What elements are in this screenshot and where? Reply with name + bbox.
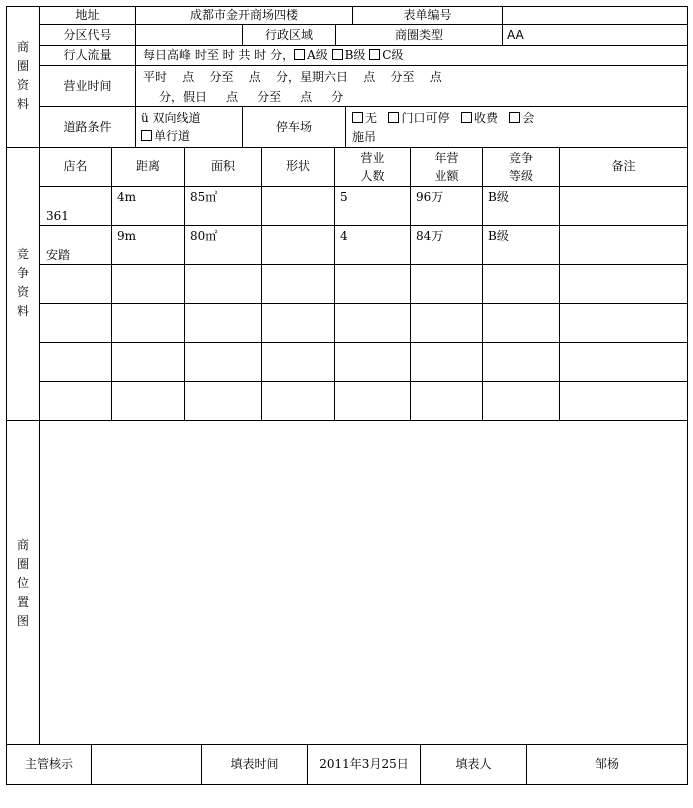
checkbox-parking-paid[interactable] [461, 112, 472, 123]
row1-level: B级 [488, 190, 509, 204]
checkbox-c-level[interactable] [369, 49, 380, 60]
header-staff-1: 营业 [360, 151, 385, 165]
section-label-location-map: 商圈位置图 [16, 538, 29, 628]
header-shape: 形状 [285, 159, 310, 173]
checkbox-a-level[interactable] [294, 49, 305, 60]
col-line [111, 147, 112, 420]
row-line [40, 342, 688, 343]
header-staff-2: 人数 [360, 169, 385, 183]
fill-time-value[interactable]: 2011年3月25日 [319, 757, 409, 771]
col-line [334, 147, 335, 420]
row-line [40, 65, 688, 66]
row-line [40, 106, 688, 107]
pedestrian-traffic-label: 行人流量 [63, 48, 112, 62]
row2-distance: 9m [117, 229, 137, 243]
row2-revenue: 84万 [416, 229, 444, 243]
business-hours-line-1: 平时 点 分至 点 分，星期六日 点 分至 点 [143, 70, 442, 84]
traffic-text: 每日高峰 时至 时 共 时 分， [143, 48, 295, 62]
header-level-2: 等级 [508, 169, 533, 183]
business-hours-line-2: 分，假日 点 分至 点 分 [159, 90, 344, 104]
row-line [40, 24, 688, 25]
parking-label: 停车场 [275, 120, 312, 134]
table-border-top [6, 6, 688, 7]
col-line [261, 147, 262, 420]
row2-store: 安踏 [46, 248, 71, 262]
checkbox-parking-member[interactable] [509, 112, 520, 123]
section-label-trade-area: 商圈资料 [16, 40, 29, 111]
row-line [40, 225, 688, 226]
header-revenue-2: 业额 [434, 169, 459, 183]
parking-option-none: 无 [365, 111, 378, 125]
row2-staff: 4 [340, 229, 348, 243]
table-border-bottom [6, 784, 688, 785]
road-option-one-way-row [141, 129, 190, 143]
section-label-competition: 竞争资料 [16, 247, 29, 318]
col-line [345, 106, 346, 147]
col-line [482, 147, 483, 420]
district-code-label: 分区代号 [63, 28, 112, 42]
row-line [40, 303, 688, 304]
section-divider [6, 744, 688, 745]
parking-option-member: 会 [522, 111, 535, 125]
col-line [559, 147, 560, 420]
parking-option-paid: 收费 [473, 111, 498, 125]
checkbox-parking-none[interactable] [352, 112, 363, 123]
row1-store: 361 [46, 209, 69, 223]
header-revenue-1: 年营 [434, 151, 459, 165]
row-line [40, 381, 688, 382]
row1-area: 85㎡ [190, 190, 218, 204]
row1-distance: 4m [117, 190, 137, 204]
col-line [91, 744, 92, 785]
road-option-one-way: 单行道 [154, 129, 191, 143]
row1-staff: 5 [340, 190, 348, 204]
trade-type-label: 商圈类型 [394, 28, 443, 42]
header-store: 店名 [63, 159, 88, 173]
section-divider [6, 147, 688, 148]
traffic-option-b: B级 [344, 48, 366, 62]
trade-type-value[interactable]: AA [507, 28, 524, 42]
fill-time-label: 填表时间 [230, 757, 279, 771]
header-distance: 距离 [135, 159, 160, 173]
address-value[interactable]: 成都市金开商场四楼 [189, 8, 298, 22]
pedestrian-traffic-row [143, 48, 403, 62]
header-area: 面积 [210, 159, 235, 173]
parking-options-row [352, 111, 534, 125]
traffic-option-c: C级 [382, 48, 404, 62]
supervisor-label: 主管核示 [24, 757, 73, 771]
col-line [410, 147, 411, 420]
header-notes: 备注 [611, 159, 636, 173]
address-label: 地址 [75, 8, 100, 22]
parking-options-line-2: 施吊 [352, 130, 377, 144]
traffic-option-a: A级 [307, 48, 328, 62]
col-line [502, 6, 503, 46]
form-no-label: 表单编号 [403, 8, 452, 22]
road-option-two-way[interactable]: ü 双向线道 [141, 111, 201, 125]
header-level-1: 竞争 [508, 151, 533, 165]
row-line [40, 186, 688, 187]
row-line [40, 45, 688, 46]
row2-level: B级 [488, 229, 509, 243]
filler-label: 填表人 [455, 757, 492, 771]
admin-area-label: 行政区域 [264, 28, 313, 42]
table-border-left [6, 6, 7, 785]
checkbox-parking-door[interactable] [388, 112, 399, 123]
row-line [40, 264, 688, 265]
location-map-area[interactable] [40, 421, 687, 744]
col-line [184, 147, 185, 420]
road-condition-label: 道路条件 [63, 120, 112, 134]
parking-option-door: 门口可停 [401, 111, 450, 125]
business-hours-label: 营业时间 [63, 79, 112, 93]
row2-area: 80㎡ [190, 229, 218, 243]
checkbox-b-level[interactable] [332, 49, 343, 60]
filler-value[interactable]: 邹杨 [594, 757, 619, 771]
table-border-right [687, 6, 688, 785]
col-line [135, 6, 136, 147]
checkbox-one-way[interactable] [141, 130, 152, 141]
row1-revenue: 96万 [416, 190, 444, 204]
